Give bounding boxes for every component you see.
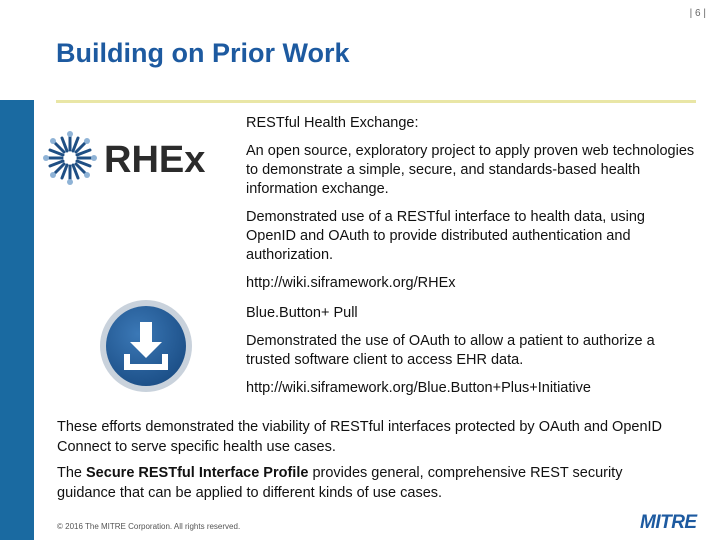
summary-paragraph-2 (57, 463, 677, 503)
page-title: Building on Prior Work (56, 38, 350, 68)
summary-suffix: provides general, comprehensive REST security guidance that can be applied to different kinds of use cases. (57, 465, 623, 501)
left-bar-cutout (0, 0, 34, 100)
bluebutton-link[interactable]: http://wiki.siframework.org/Blue.Button+Plus+Initiative (246, 380, 591, 396)
rhex-section (246, 114, 696, 302)
rhex-logo (38, 124, 223, 190)
title-divider (56, 100, 696, 103)
rhex-heading: RESTful Health Exchange: (246, 115, 419, 131)
bluebutton-section (246, 304, 696, 407)
rhex-demonstration: Demonstrated use of a RESTful interface to health data, using OpenID and OAuth to provide distributed authentication and authorization. (246, 209, 645, 263)
summary-prefix: The (57, 465, 87, 481)
page-number: | 6 | (689, 8, 706, 19)
rhex-starburst-icon (43, 131, 97, 185)
bluebutton-heading: Blue.Button+ Pull (246, 305, 358, 321)
profile-name: Secure RESTful Interface Profile (86, 465, 309, 481)
rhex-description: An open source, exploratory project to apply proven web technologies to demonstrate a simple, secure, and standards-based health information exchange. (246, 143, 695, 197)
copyright-notice: © 2016 The MITRE Corporation. All rights reserved. (57, 522, 241, 531)
summary-section (57, 417, 677, 509)
mitre-logo-text: MITRE (640, 512, 697, 532)
bluebutton-download-icon (98, 298, 194, 394)
summary-paragraph-1: These efforts demonstrated the viability of RESTful interfaces protected by OAuth and OpenID Connect to serve specific health use cases. (57, 419, 663, 455)
rhex-link[interactable]: http://wiki.siframework.org/RHEx (246, 275, 456, 291)
bluebutton-description: Demonstrated the use of OAuth to allow a patient to authorize a trusted software client to access EHR data. (246, 333, 655, 368)
rhex-logo-text: RHEx (104, 139, 206, 181)
mitre-logo (640, 510, 700, 532)
